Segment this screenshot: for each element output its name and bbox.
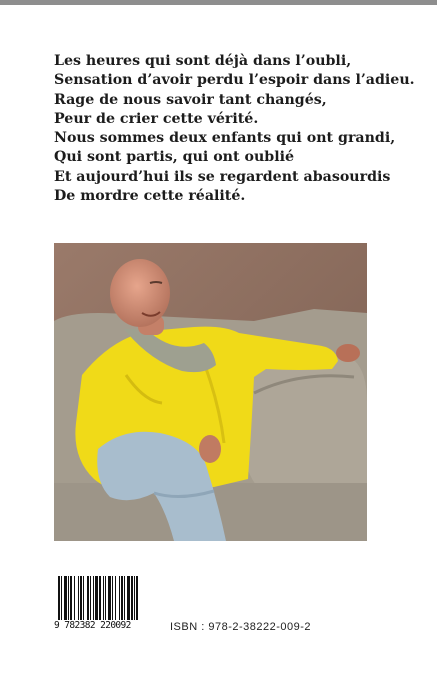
poem-line: Qui sont partis, qui ont oublié — [54, 149, 294, 166]
hand — [199, 435, 221, 463]
top-border-line — [0, 0, 437, 5]
isbn-label: ISBN : 978-2-38222-009-2 — [170, 621, 312, 633]
author-photo — [54, 243, 367, 541]
poem-text — [54, 52, 414, 206]
barcode — [54, 573, 162, 637]
poem-line: Les heures qui sont déjà dans l’oubli, — [54, 53, 352, 69]
head — [110, 259, 170, 327]
barcode-bars — [58, 576, 162, 626]
poem-line: Et aujourd’hui ils se regardent abasourdis — [54, 168, 391, 185]
poem-line: Sensation d’avoir perdu l’espoir dans l’adieu. — [54, 72, 415, 89]
barcode-digits: 9 782382 220092 — [54, 620, 164, 632]
poem-line: De mordre cette réalité. — [54, 188, 246, 205]
poem-line: Peur de crier cette vérité. — [54, 110, 259, 127]
poem-line: Nous sommes deux enfants qui ont grandi, — [54, 130, 396, 147]
poem-line: Rage de nous savoir tant changés, — [54, 91, 327, 108]
